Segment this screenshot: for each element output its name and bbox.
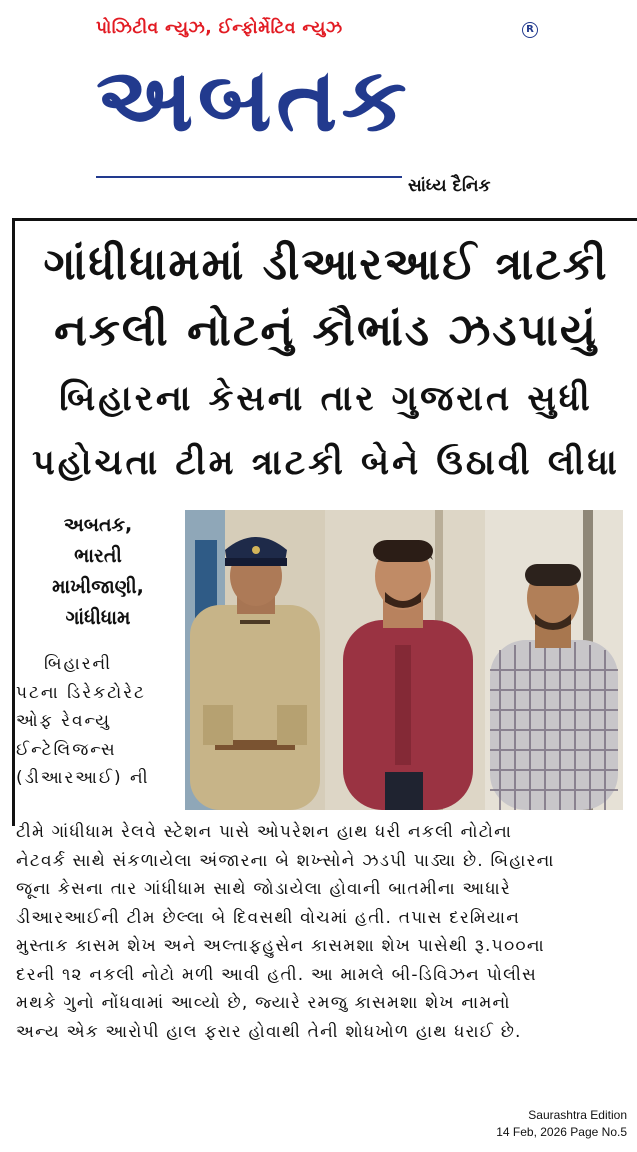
subheadline-line-1: બિહારના કેસના તાર ગુજરાત સુધી [59,379,593,419]
body-line: ડીઆરઆઈની ટીમ છેલ્લા બે દિવસથી વોચમાં હતી. તપાસ દરમિયાન [16,907,521,928]
page-footer [496,1107,627,1141]
newspaper-logo: અબતક [96,48,411,151]
byline-line: માખીજાણી, [52,576,144,598]
byline-line: ભારતી [74,545,122,567]
date-page-number: 14 Feb, 2026 Page No.5 [496,1125,627,1139]
body-line: દરની ૧૨ નકલી નોટો મળી આવી હતી. આ મામલે બી-ડિવિઝન પોલીસ [16,964,537,985]
edition-type: સાંધ્ય દૈનિક [402,176,548,196]
byline-line: ગાંધીધામ [65,607,131,629]
headline-line-2: નકલી નોટનું કૌભાંડ ઝડપાયું [54,305,598,356]
headline-line-1: ગાંધીધામમાં ડીઆરઆઈ ત્રાટકી [43,239,609,290]
article-column-text [16,650,176,793]
subheadline-line-2: પહોચતા ટીમ ત્રાટકી બેને ઉઠાવી લીધા [32,443,620,483]
column-line: પટના ડિરેકટોરેટ [16,682,146,703]
masthead-tagline: પોઝિટીવ ન્યુઝ, ઈન્ફોર્મેટિવ ન્યુઝ [96,18,343,38]
column-line: ઓફ રેવન્યુ [16,711,111,731]
column-line: ઈન્ટેલિજન્સ [16,739,117,760]
byline-line: અબતક, [63,514,133,536]
body-line: મથકે ગુનો નોંધવામાં આવ્યો છે, જ્યારે રમજુ કાસમશા શેખ નામનો [16,993,511,1013]
arrest-photo [185,510,623,810]
registered-mark-icon: R [522,22,538,38]
body-line: અન્ય એક આરોપી હાલ ફરાર હોવાથી તેની શોધખોળ હાથ ધરાઈ છે. [16,1021,522,1042]
edition-name: Saurashtra Edition [528,1108,627,1122]
body-line: જૂના કેસના તાર ગાંધીધામ સાથે જોડાયેલા હોવાની બાતમીના આધારે [16,879,511,899]
masthead [0,0,637,212]
body-line: ટીમે ગાંધીધામ રેલવે સ્ટેશન પાસે ઓપરેશન હાથ ધરી નકલી નોટોના [16,822,513,842]
byline [24,510,172,634]
body-line: મુસ્તાક કાસમ શેખ અને અલ્તાફહુસેન કાસમશા શેખ પાસેથી રૂ.૫૦૦ના [16,936,545,956]
column-line: (ડીઆરઆઈ) ની [16,768,150,788]
body-line: નેટવર્ક સાથે સંકળાયેલા અંજારના બે શખ્સોને ઝડપી પાડ્યા છે. બિહારના [16,850,555,871]
article-body [16,818,628,1046]
column-line: બિહારની [44,654,113,674]
